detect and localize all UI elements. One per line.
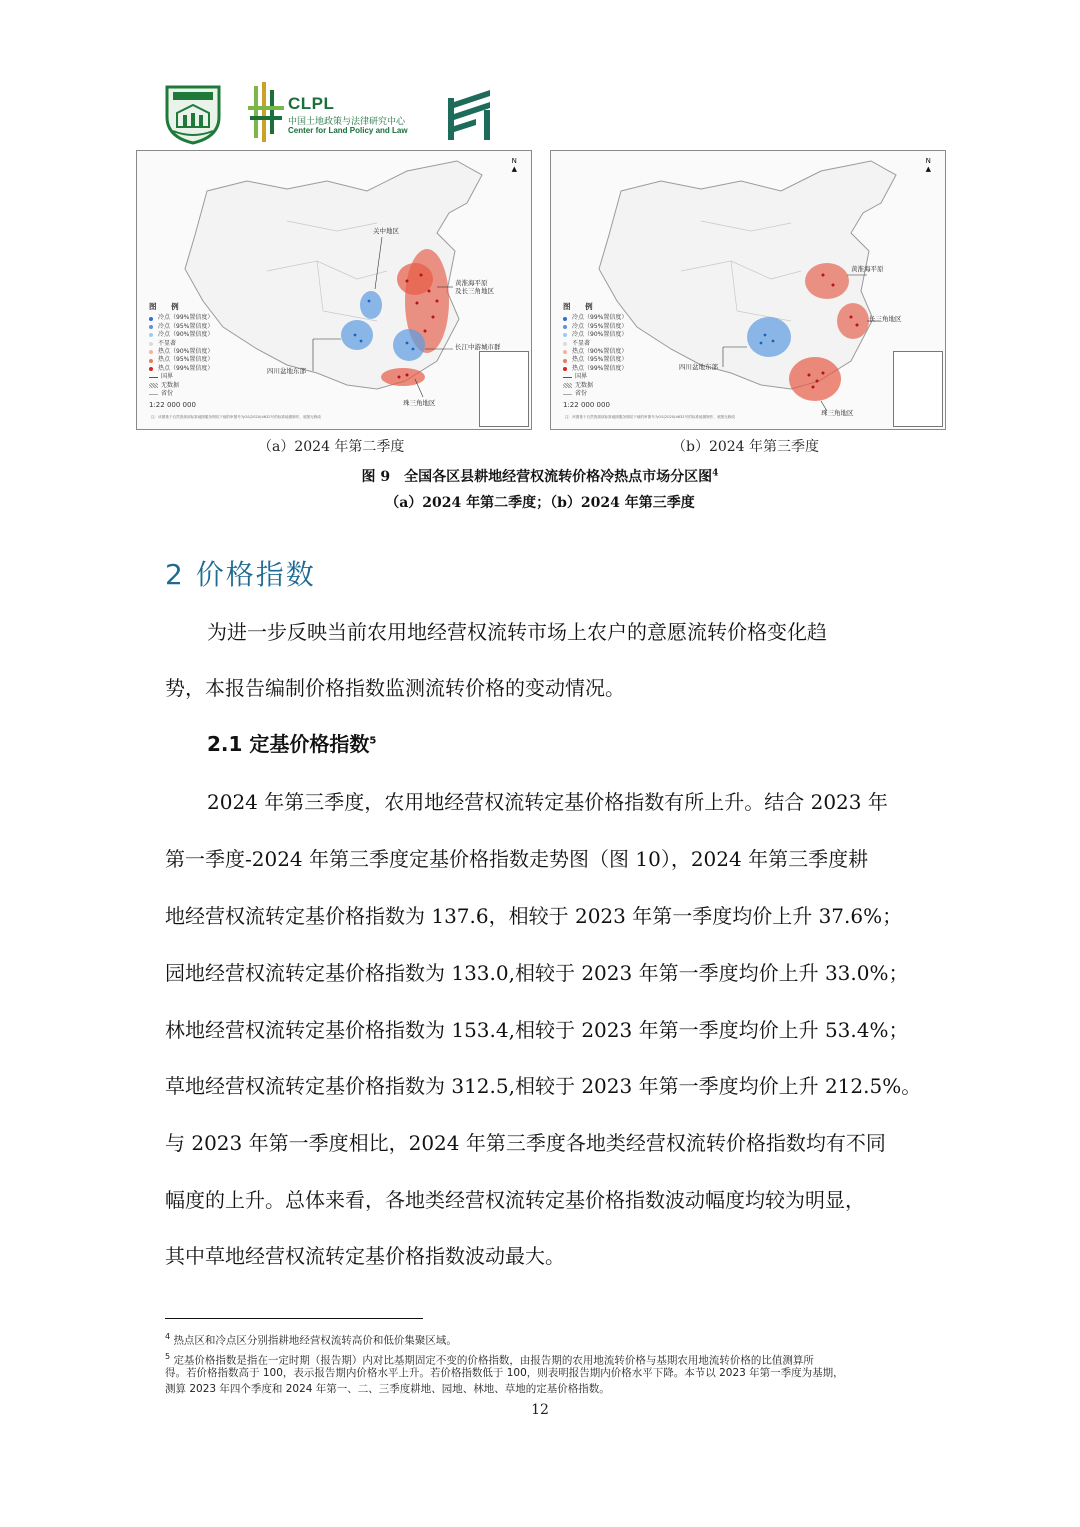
- clpl-logo: [246, 80, 426, 144]
- clpl-title: CLPL: [288, 94, 335, 113]
- legend-row: 冷点（99%置信度）: [563, 314, 627, 322]
- south-china-sea-inset: [479, 351, 529, 427]
- hotspot-map-a: [136, 150, 532, 430]
- intro-line: 势，本报告编制价格指数监测流转价格的变动情况。: [165, 676, 625, 700]
- footnote-5-cont: 得。若价格指数高于 100，表示报告期内价格水平上升。若价格指数低于 100，则表明报告期内价格水平下降。本节以 2023 年第一季度为基期，: [165, 1367, 844, 1379]
- body-line: 园地经营权流转定基价格指数为 133.0,相较于 2023 年第一季度均价上升 33.0%；: [165, 961, 909, 985]
- legend-row: 冷点（95%置信度）: [563, 323, 627, 331]
- map-legend-b: [563, 303, 627, 410]
- clpl-en-name: Center for Land Policy and Law: [288, 126, 408, 135]
- legend-row: 热点（99%置信度）: [149, 365, 213, 373]
- coldspot-sichuan: [341, 320, 373, 350]
- label-huanghuaihai: 黄淮海平原: [851, 265, 884, 273]
- label-zhusanjiao: 珠三角地区: [821, 409, 854, 417]
- legend-row: 省份: [563, 390, 627, 398]
- footnote-5: $^5$ 定基价格指数是指在一定时期（报告期）内对比基期固定不变的价格指数，由报告期的农用地流转价格与基期农用地流转价格的比值测算所: [165, 1352, 814, 1367]
- legend-row: 热点（95%置信度）: [149, 356, 213, 364]
- south-china-sea-inset: [893, 351, 943, 427]
- map-b-caption: （b）2024 年第三季度: [672, 439, 820, 455]
- hotspot-changsanjiao: [837, 303, 869, 339]
- body-line: 幅度的上升。总体来看，各地类经营权流转定基价格指数波动幅度均较为明显，: [165, 1188, 865, 1212]
- legend-row: 国界: [563, 373, 627, 381]
- coldspot-guanzhong: [360, 291, 382, 319]
- map-legend-a: [149, 303, 213, 410]
- footnote-divider: [165, 1318, 423, 1319]
- legend-row: 无数据: [563, 382, 627, 390]
- body-line: 2024 年第三季度，农用地经营权流转定基价格指数有所上升。结合 2023 年: [207, 790, 888, 814]
- page-number: 12: [531, 1402, 549, 1418]
- map-note: 注：该图基于自然资源部标准地图服务网站下载的审图号为GS(2020)4632号的标准地图制作，底图无修改: [151, 415, 321, 419]
- label-guanzhong: 关中地区: [373, 227, 399, 235]
- legend-row: 冷点（99%置信度）: [149, 314, 213, 322]
- intro-line: 为进一步反映当前农用地经营权流转市场上农户的意愿流转价格变化趋: [207, 620, 827, 644]
- legend-title: 图 例: [563, 302, 599, 311]
- label-sichuan: 四川盆地东部: [267, 367, 306, 375]
- body-line: 草地经营权流转定基价格指数为 312.5,相较于 2023 年第一季度均价上升 212.5%。: [165, 1074, 922, 1098]
- institution-logo: [446, 86, 492, 142]
- subsection-title: 2.1 定基价格指数$^5$: [207, 732, 377, 756]
- label-sichuan: 四川盆地东部: [679, 363, 718, 371]
- body-line: 林地经营权流转定基价格指数为 153.4,相较于 2023 年第一季度均价上升 53.4%；: [165, 1018, 909, 1042]
- legend-row: 不显著: [563, 340, 627, 348]
- north-arrow: N ▲: [925, 157, 931, 173]
- hotspot-shandong: [397, 263, 433, 295]
- figure-subtitle: （a）2024 年第二季度；（b）2024 年第三季度: [385, 495, 695, 511]
- label-zhusanjiao: 珠三角地区: [403, 399, 436, 407]
- label-huanghuaihai: 黄淮海平原 及长三角地区: [455, 279, 494, 295]
- coldspot-sichuan: [747, 317, 791, 357]
- map-a-caption: （a）2024 年第二季度: [258, 439, 405, 455]
- map-note: 注：该图基于自然资源部标准地图服务网站下载的审图号为GS(2020)4632号的标准地图制作，底图无修改: [565, 415, 735, 419]
- legend-row: 热点（90%置信度）: [149, 348, 213, 356]
- map-scale: 1:22 000 000: [149, 401, 196, 410]
- figure-title: 图 9 全国各区县耕地经营权流转价格冷热点市场分区图$^4$: [361, 468, 719, 485]
- legend-row: 无数据: [149, 382, 213, 390]
- body-line: 其中草地经营权流转定基价格指数波动最大。: [165, 1244, 565, 1268]
- north-arrow: N ▲: [511, 157, 517, 173]
- hotspot-map-b: [550, 150, 946, 430]
- legend-row: 热点（99%置信度）: [563, 365, 627, 373]
- clpl-cn-name: 中国土地政策与法律研究中心: [288, 117, 406, 127]
- body-line: 与 2023 年第一季度相比，2024 年第三季度各地类经营权流转价格指数均有不同: [165, 1131, 886, 1155]
- legend-row: 省份: [149, 390, 213, 398]
- label-changjiang: 长江中游城市群: [455, 343, 501, 351]
- footnote-ref-5: 5: [369, 735, 377, 747]
- cau-logo: [163, 83, 223, 145]
- label-changsanjiao: 长三角地区: [869, 315, 902, 323]
- coldspot-changjiang: [393, 329, 425, 361]
- body-line: 第一季度-2024 年第三季度定基价格指数走势图（图 10），2024 年第三季度耕: [165, 847, 869, 871]
- legend-title: 图 例: [149, 302, 185, 311]
- legend-row: 热点（90%置信度）: [563, 348, 627, 356]
- legend-row: 冷点（95%置信度）: [149, 323, 213, 331]
- hotspot-zhusanjiao: [381, 368, 425, 386]
- legend-row: 冷点（90%置信度）: [563, 331, 627, 339]
- footnote-4: $^4$ 热点区和冷点区分别指耕地经营权流转高价和低价集聚区域。: [165, 1332, 457, 1347]
- map-scale: 1:22 000 000: [563, 401, 610, 410]
- hotspot-zhusanjiao: [789, 357, 841, 401]
- hotspot-huanghuaihai: [805, 263, 849, 299]
- body-line: 地经营权流转定基价格指数为 137.6，相较于 2023 年第一季度均价上升 37.6%；: [165, 904, 903, 928]
- legend-row: 不显著: [149, 340, 213, 348]
- legend-row: 热点（95%置信度）: [563, 356, 627, 364]
- legend-row: 冷点（90%置信度）: [149, 331, 213, 339]
- legend-row: 国界: [149, 373, 213, 381]
- section-title: 2 价格指数: [165, 558, 316, 591]
- footnote-ref-4: 4: [712, 468, 719, 479]
- footnote-5-cont: 测算 2023 年四个季度和 2024 年第一、二、三季度耕地、园地、林地、草地的定基价格指数。: [165, 1383, 610, 1395]
